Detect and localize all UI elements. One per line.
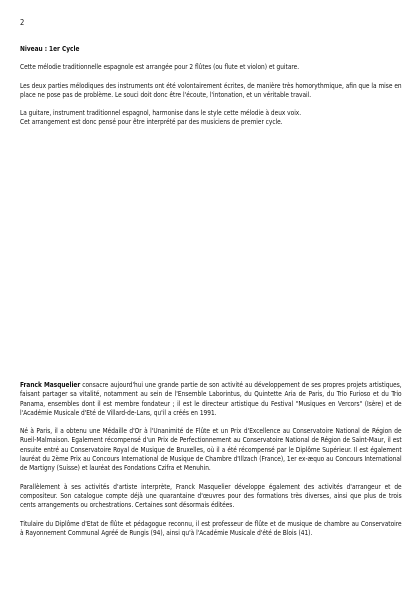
- biography-section: [20, 380, 402, 546]
- intro-paragraph-3b: Cet arrangement est donc pensé pour être interprété par des musiciens de premier cycle.: [20, 117, 283, 127]
- bio-paragraph-3: Parallèlement à ses activités d'artiste interprète, Franck Masquelier développe également des activités d'arrangeur et de compositeur. Son catalogue compte déjà une quarantaine d'œuvres pour des formations très diverses, ainsi que plus de trois cents arrangements ou orchestrations. Certaines sont désormais éditées.: [20, 481, 402, 510]
- bio-paragraph-1: consacre aujourd'hui une grande partie de son activité au développement de ses propres projets artistiques, faisant partager sa vitalité, notamment au sein de l'Ensemble Laborintus, du Quintette Aria de Paris, du Trio Furioso et du Trio Panama, ensembles dont il est membre fondateur ; il est le directeur artistique du Festival "Musiques en Vercors" (Isère) et de l'Académie Musicale d'Eté de Villard-de-Lans, qu'il a créés en 1991.: [20, 380, 402, 417]
- bio-paragraph-2: Né à Paris, il a obtenu une Médaille d'Or à l'Unanimité de Flûte et un Prix d'Excellence au Conservatoire National de Région de Rueil-Malmaison. Egalement récompensé d'un Prix de Perfectionnement au Conservatoire National de Région de Saint-Maur, il est ensuite entré au Conservatoire Royal de Musique de Bruxelles, où il a été récompensé par le Diplôme Supérieur. Il est également lauréat du 2ème Prix au Concours International de Musique de Chambre d'Illzach (France), 1er ex-æquo au Concours International de Martigny (Suisse) et lauréat des Fondations Czifra et Menuhin.: [20, 426, 402, 473]
- composer-name: Franck Masquelier: [20, 380, 81, 389]
- level-heading: Niveau : 1er Cycle: [20, 44, 80, 53]
- intro-section: [20, 44, 402, 127]
- intro-paragraph-2: Les deux parties mélodiques des instruments ont été volontairement écrites, de manière très homorythmique, afin que la mise en place ne pose pas de problème. Le souci doit donc être l'écoute, l'intonation, et un véritable travail.: [20, 80, 402, 99]
- page-number: 2: [20, 18, 25, 27]
- intro-paragraph-3a: La guitare, instrument traditionnel espagnol, harmonise dans le style cette mélodie à deux voix.: [20, 108, 302, 118]
- intro-paragraph-1: Cette mélodie traditionnelle espagnole est arrangée pour 2 flûtes (ou flute et violon) et guitare.: [20, 62, 300, 72]
- bio-paragraph-4: Titulaire du Diplôme d'Etat de flûte et pédagogue reconnu, il est professeur de flûte et de musique de chambre au Conservatoire à Rayonnement Communal Agréé de Rungis (94), ainsi qu'à l'Académie Musicale d'été de Blois (41).: [20, 518, 402, 537]
